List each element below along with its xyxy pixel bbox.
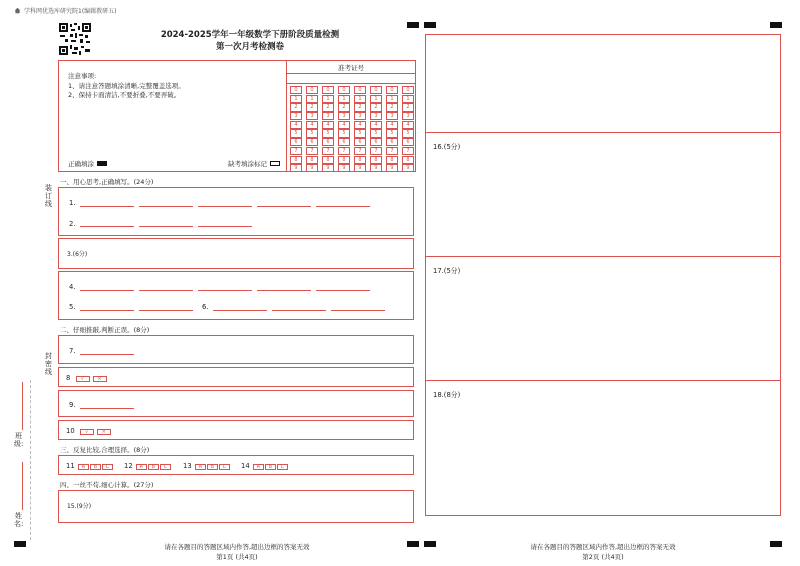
q4-blank[interactable]	[316, 290, 370, 291]
exam-id-bubble[interactable]: 1	[402, 95, 414, 103]
exam-id-bubble[interactable]: 0	[306, 86, 318, 94]
exam-id-bubble[interactable]: 6	[402, 138, 414, 146]
exam-id-bubble[interactable]: 8	[290, 156, 302, 164]
q15-answer-box[interactable]	[58, 490, 414, 523]
exam-id-bubble[interactable]: 3	[338, 112, 350, 120]
q9-blank[interactable]	[80, 408, 134, 409]
q13-option-a[interactable]: A	[195, 464, 206, 470]
notes-line2: 2、保持卡面清洁,不要折叠,不要弄破。	[68, 91, 181, 99]
q1-blank[interactable]	[257, 206, 311, 207]
exam-id-bubble[interactable]: 7	[338, 147, 350, 155]
q4-q6-answer-box	[58, 271, 414, 320]
exam-id-bubble[interactable]: 2	[290, 103, 302, 111]
notes-box	[58, 60, 286, 172]
q8-wrong-option[interactable]: ×	[93, 376, 107, 382]
exam-id-bubble[interactable]: 2	[370, 103, 382, 111]
q12-option-b[interactable]: B	[148, 464, 159, 470]
q4-blank[interactable]	[139, 290, 193, 291]
q8-right-option[interactable]: √	[76, 376, 90, 382]
exam-id-bubble[interactable]: 9	[370, 164, 382, 172]
q10-label: 10 √ ×	[66, 427, 111, 435]
exam-id-bubble[interactable]: 8	[322, 156, 334, 164]
q5-blank[interactable]	[80, 310, 134, 311]
q11-option-b[interactable]: B	[90, 464, 101, 470]
exam-id-bubble[interactable]: 4	[386, 121, 398, 129]
section1-heading: 一、用心思考,正确填写。(24分)	[60, 178, 154, 186]
exam-id-bubble[interactable]: 8	[402, 156, 414, 164]
q2-blank[interactable]	[198, 226, 252, 227]
home-icon	[14, 7, 21, 14]
q2-label: 2.	[69, 220, 76, 228]
exam-id-bubble[interactable]: 0	[322, 86, 334, 94]
q2-blank[interactable]	[80, 226, 134, 227]
watermark	[14, 6, 117, 15]
exam-id-bubble[interactable]: 9	[386, 164, 398, 172]
exam-id-bubble[interactable]: 2	[354, 103, 366, 111]
exam-id-bubble[interactable]: 1	[290, 95, 302, 103]
exam-id-bubble[interactable]: 8	[354, 156, 366, 164]
watermark-text: 学科网优选库研究院1(编辑教研五)	[24, 8, 117, 15]
q10-wrong-option[interactable]: ×	[97, 429, 111, 435]
exam-id-bubble[interactable]: 6	[322, 138, 334, 146]
exam-id-bubble[interactable]: 6	[290, 138, 302, 146]
q18-label: 18.(8分)	[433, 391, 461, 399]
q6-blank[interactable]	[331, 310, 385, 311]
q14-option-c[interactable]: C	[277, 464, 288, 470]
q13-choices: 13 A B C	[183, 462, 230, 470]
q16-answer-area[interactable]	[426, 132, 780, 256]
exam-id-bubble[interactable]: 7	[354, 147, 366, 155]
q14-choices: 14 A B C	[241, 462, 288, 470]
exam-id-bubble[interactable]: 5	[290, 129, 302, 137]
exam-id-bubble[interactable]: 8	[306, 156, 318, 164]
qr-code	[58, 22, 92, 56]
correct-fill-example: 正确填涂	[68, 159, 107, 168]
q12-option-a[interactable]: A	[136, 464, 147, 470]
title-line2: 第一次月考检测卷	[215, 42, 284, 52]
exam-id-bubble[interactable]: 8	[370, 156, 382, 164]
alignment-mark	[407, 22, 419, 28]
exam-id-bubble[interactable]: 3	[370, 112, 382, 120]
footer-page2: 第2页 (共4页)	[582, 553, 624, 561]
q9-label: 9.	[69, 401, 76, 409]
exam-id-bubble[interactable]: 5	[322, 129, 334, 137]
q1-blank[interactable]	[198, 206, 252, 207]
exam-id-bubble[interactable]: 6	[306, 138, 318, 146]
section3-heading: 三、反复比较,合理选择。(8分)	[60, 446, 150, 454]
exam-id-bubble[interactable]: 5	[354, 129, 366, 137]
q8-label: 8 √ ×	[66, 374, 107, 382]
q7-blank[interactable]	[80, 354, 134, 355]
exam-id-bubble[interactable]: 4	[354, 121, 366, 129]
exam-id-bubble[interactable]: 4	[338, 121, 350, 129]
exam-id-bubble[interactable]: 9	[354, 164, 366, 172]
footer-warning-right: 请在各题目的答题区域内作答,超出边框的答案无效	[530, 543, 676, 551]
section4-heading: 四、一丝不苟,细心计算。(27分)	[60, 481, 154, 489]
exam-id-box	[286, 60, 416, 172]
q10-answer-box	[58, 420, 414, 440]
exam-id-bubble[interactable]: 7	[370, 147, 382, 155]
q17-label: 17.(5分)	[433, 267, 461, 275]
footer-warning-left: 请在各题目的答题区域内作答,超出边框的答案无效	[164, 543, 310, 551]
title-line1: 2024-2025学年一年级数学下册阶段质量检测	[160, 30, 340, 40]
alignment-mark	[770, 541, 782, 547]
q4-blank[interactable]	[80, 290, 134, 291]
q11-choices: 11 A B C	[66, 462, 113, 470]
exam-id-bubble[interactable]: 3	[354, 112, 366, 120]
absent-checkbox[interactable]	[270, 161, 280, 166]
exam-id-bubble[interactable]: 4	[322, 121, 334, 129]
exam-id-bubble[interactable]: 2	[306, 103, 318, 111]
q4-blank[interactable]	[198, 290, 252, 291]
exam-id-bubble[interactable]: 7	[306, 147, 318, 155]
q12-option-c[interactable]: C	[160, 464, 171, 470]
exam-id-bubble[interactable]: 2	[338, 103, 350, 111]
exam-id-bubble[interactable]: 7	[386, 147, 398, 155]
exam-id-bubble[interactable]: 1	[322, 95, 334, 103]
footer-page1: 第1页 (共4页)	[216, 553, 258, 561]
q3-answer-box[interactable]	[58, 238, 414, 269]
exam-id-bubble[interactable]: 7	[290, 147, 302, 155]
class-label: 班级:	[14, 432, 24, 448]
q4-label: 4.	[69, 283, 76, 291]
exam-id-bubble[interactable]: 8	[386, 156, 398, 164]
exam-id-bubble[interactable]: 6	[386, 138, 398, 146]
section2-heading: 二、仔细推敲,判断正误。(8分)	[60, 326, 150, 334]
right-page-answer-area	[425, 34, 781, 516]
q10-right-option[interactable]: √	[80, 429, 94, 435]
exam-id-bubble[interactable]: 6	[370, 138, 382, 146]
exam-id-bubble[interactable]: 5	[338, 129, 350, 137]
exam-id-bubble[interactable]: 4	[402, 121, 414, 129]
alignment-mark	[407, 541, 419, 547]
exam-id-bubble[interactable]: 3	[386, 112, 398, 120]
q1-blank[interactable]	[139, 206, 193, 207]
q14-option-b[interactable]: B	[265, 464, 276, 470]
alignment-mark	[770, 22, 782, 28]
exam-id-bubble[interactable]: 6	[338, 138, 350, 146]
exam-id-bubble[interactable]: 1	[306, 95, 318, 103]
exam-id-bubble[interactable]: 7	[322, 147, 334, 155]
q16-label: 16.(5分)	[433, 143, 461, 151]
exam-id-bubble[interactable]: 2	[322, 103, 334, 111]
q11-q14-answer-box	[58, 455, 414, 475]
q6-blank[interactable]	[272, 310, 326, 311]
exam-id-bubble[interactable]: 3	[402, 112, 414, 120]
notes-heading: 注意事项:	[68, 72, 97, 80]
q11-option-a[interactable]: A	[78, 464, 89, 470]
q13-option-c[interactable]: C	[219, 464, 230, 470]
q1-blank[interactable]	[316, 206, 370, 207]
exam-id-bubble[interactable]: 2	[402, 103, 414, 111]
q1-blank[interactable]	[80, 206, 134, 207]
exam-id-bubble[interactable]: 5	[386, 129, 398, 137]
exam-id-bubble[interactable]: 0	[370, 86, 382, 94]
q1-label: 1.	[69, 199, 76, 207]
exam-id-bubble[interactable]: 9	[338, 164, 350, 172]
exam-id-bubble[interactable]: 0	[290, 86, 302, 94]
exam-id-bubble[interactable]: 4	[370, 121, 382, 129]
exam-id-bubble[interactable]: 0	[354, 86, 366, 94]
exam-id-bubble[interactable]: 9	[402, 164, 414, 172]
q6-label: 6.	[202, 303, 209, 311]
q11-option-c[interactable]: C	[102, 464, 113, 470]
q5-label: 5.	[69, 303, 76, 311]
name-label: 姓名:	[14, 512, 24, 528]
exam-id-bubble[interactable]: 3	[322, 112, 334, 120]
exam-id-bubble-grid[interactable]	[290, 86, 418, 172]
q13-option-b[interactable]: B	[207, 464, 218, 470]
exam-id-bubble[interactable]: 0	[402, 86, 414, 94]
class-field-line[interactable]	[22, 382, 23, 430]
exam-id-bubble[interactable]: 1	[338, 95, 350, 103]
exam-id-bubble[interactable]: 2	[386, 103, 398, 111]
binding-line-label: 装订线	[45, 184, 52, 208]
alignment-mark	[424, 22, 436, 28]
q7-answer-box	[58, 335, 414, 364]
q15-label: 15.(9分)	[67, 503, 92, 510]
q14-option-a[interactable]: A	[253, 464, 264, 470]
exam-id-bubble[interactable]: 0	[338, 86, 350, 94]
filled-mark-icon	[97, 161, 107, 166]
exam-id-bubble[interactable]: 6	[354, 138, 366, 146]
exam-id-bubble[interactable]: 1	[354, 95, 366, 103]
cut-line	[30, 380, 31, 540]
exam-id-bubble[interactable]: 9	[306, 164, 318, 172]
q4-blank[interactable]	[257, 290, 311, 291]
exam-id-bubble[interactable]: 7	[402, 147, 414, 155]
exam-id-bubble[interactable]: 4	[306, 121, 318, 129]
exam-id-bubble[interactable]: 3	[306, 112, 318, 120]
q9-answer-box	[58, 390, 414, 417]
q5-blank[interactable]	[139, 310, 193, 311]
exam-id-bubble[interactable]: 5	[402, 129, 414, 137]
exam-id-bubble[interactable]: 1	[370, 95, 382, 103]
exam-id-bubble[interactable]: 1	[386, 95, 398, 103]
exam-id-write-row[interactable]	[287, 74, 415, 84]
q12-choices: 12 A B C	[124, 462, 171, 470]
exam-id-bubble[interactable]: 3	[290, 112, 302, 120]
q18-answer-area[interactable]	[426, 380, 780, 516]
q7-label: 7.	[69, 347, 76, 355]
seal-line-label: 封密线	[45, 352, 52, 376]
q17-answer-area[interactable]	[426, 256, 780, 380]
exam-id-bubble[interactable]: 5	[306, 129, 318, 137]
exam-id-bubble[interactable]: 9	[290, 164, 302, 172]
alignment-mark	[424, 541, 436, 547]
exam-id-bubble[interactable]: 9	[322, 164, 334, 172]
notes-line1: 1、请注意答题填涂清晰,完整覆盖选项。	[68, 82, 185, 90]
exam-id-bubble[interactable]: 8	[338, 156, 350, 164]
exam-id-bubble[interactable]: 5	[370, 129, 382, 137]
name-field-line[interactable]	[22, 462, 23, 510]
exam-id-caption: 准考证号	[287, 63, 415, 74]
q6-blank[interactable]	[213, 310, 267, 311]
q2-blank[interactable]	[139, 226, 193, 227]
exam-id-bubble[interactable]: 4	[290, 121, 302, 129]
q8-answer-box	[58, 367, 414, 387]
q1-q2-answer-box	[58, 187, 414, 236]
q3-label: 3.(6分)	[67, 251, 88, 258]
absent-mark: 缺考填涂标记	[228, 159, 280, 168]
exam-id-bubble[interactable]: 0	[386, 86, 398, 94]
alignment-mark	[14, 541, 26, 547]
